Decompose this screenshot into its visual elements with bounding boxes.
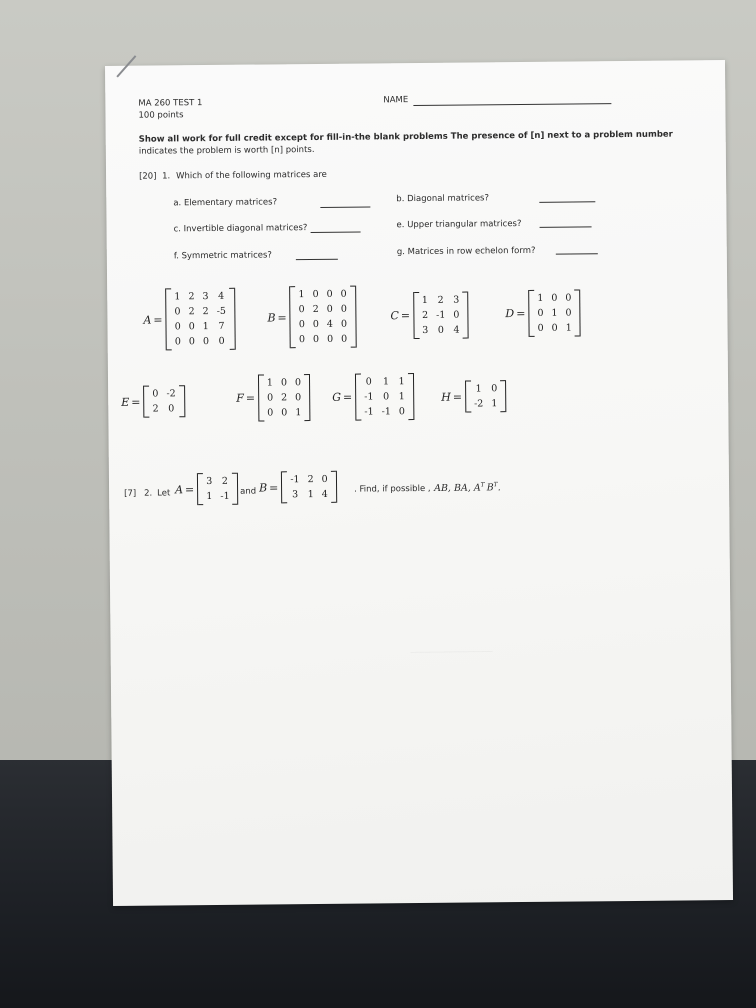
item-c-label: c. Invertible diagonal matrices? — [173, 223, 308, 235]
exam-paper — [105, 60, 733, 906]
matrix-grid — [143, 385, 185, 417]
matrix-cell: 0 — [398, 406, 405, 418]
matrix-grid — [197, 473, 239, 505]
matrix-cell: 0 — [537, 307, 544, 319]
item-g-label: g. Matrices in row echelon form? — [396, 245, 536, 258]
matrix-grid — [355, 373, 414, 421]
matrix-cell: 1 — [298, 289, 305, 301]
problem2-and: and — [240, 486, 257, 497]
problem2-let: Let — [157, 488, 171, 499]
matrix-cell: 0 — [294, 377, 302, 389]
item-c-blank[interactable] — [311, 232, 361, 233]
equals-sign: = — [245, 391, 256, 405]
item-b-label: b. Diagonal matrices? — [396, 193, 490, 205]
matrix-cell: 2 — [221, 475, 228, 487]
matrix-cell: 0 — [152, 388, 159, 400]
problem2-expression — [434, 481, 501, 494]
matrix-grid — [281, 471, 337, 504]
matrix-cell: 2 — [437, 294, 444, 306]
problem2-weight: [7] — [124, 488, 137, 499]
matrix-cell: 0 — [267, 407, 274, 419]
problem2-matrix-A — [175, 473, 239, 506]
equals-sign: = — [342, 390, 353, 404]
matrix-cell: 1 — [266, 377, 274, 389]
matrix-cell: 0 — [551, 322, 558, 334]
matrix-cell: 4 — [218, 290, 225, 302]
matrix-cell: 2 — [188, 291, 195, 303]
expr-end: . — [497, 482, 501, 494]
matrix-C — [390, 292, 468, 340]
item-f-blank[interactable] — [296, 259, 338, 260]
matrix-B — [267, 286, 356, 349]
expr-sup1: T — [480, 481, 485, 489]
matrix-cell: 0 — [280, 377, 288, 389]
equals-sign: = — [184, 482, 195, 496]
equals-sign: = — [400, 309, 411, 323]
problem2-matrix-B — [259, 471, 337, 504]
matrix-D — [505, 289, 581, 337]
item-g-blank[interactable] — [556, 253, 598, 254]
equals-sign: = — [452, 390, 463, 404]
matrix-cell: 0 — [326, 288, 333, 300]
equals-sign: = — [131, 395, 141, 409]
matrix-cell: 0 — [188, 336, 195, 348]
equals-sign: = — [516, 306, 526, 321]
matrix-cell: 1 — [421, 294, 429, 306]
problem1-prompt: Which of the following matrices are — [176, 169, 327, 182]
matrix-cell: 0 — [312, 333, 320, 346]
matrix-cell: 0 — [188, 321, 195, 333]
matrix-cell: 1 — [206, 490, 213, 503]
matrix-cell: 3 — [291, 489, 299, 501]
item-f-label: f. Symmetric matrices? — [173, 250, 272, 262]
matrix-cell: 0 — [437, 324, 444, 336]
matrix-A — [143, 288, 235, 351]
matrix-grid — [528, 289, 581, 336]
matrix-cell: 0 — [551, 292, 558, 304]
matrix-cell: 0 — [218, 335, 225, 347]
matrix-cell: 1 — [475, 383, 482, 395]
item-e-label: e. Upper triangular matrices? — [396, 219, 522, 231]
matrix-name: A — [143, 313, 152, 327]
matrix-cell: 1 — [491, 398, 498, 410]
item-a-label: a. Elementary matrices? — [173, 197, 278, 209]
matrix-cell: 0 — [312, 318, 319, 331]
matrix-cell: 0 — [321, 473, 328, 485]
matrix-cell: 4 — [326, 318, 333, 330]
matrix-cell: 0 — [298, 304, 305, 316]
equals-sign: = — [269, 480, 279, 494]
matrix-cell: 0 — [174, 321, 181, 333]
matrix-cell: -1 — [436, 309, 446, 321]
matrix-name: C — [390, 309, 399, 323]
matrix-cell: 1 — [398, 376, 405, 388]
staple — [116, 55, 136, 77]
expr-sup2: T — [493, 481, 498, 489]
matrix-grid — [465, 380, 507, 412]
matrix-cell: 3 — [453, 294, 460, 306]
matrix-cell: 0 — [565, 307, 572, 319]
matrix-cell: 0 — [340, 288, 347, 300]
equals-sign: = — [153, 312, 163, 327]
item-a-blank[interactable] — [320, 206, 370, 207]
matrix-cell: 0 — [491, 383, 498, 395]
matrix-cell: 7 — [218, 320, 225, 332]
matrix-cell: -1 — [364, 406, 374, 418]
matrix-cell: 0 — [267, 392, 274, 404]
instructions-line1: Show all work for full credit except for fill-in-the blank problems The presence of [n] next to a problem number — [138, 129, 673, 145]
matrix-cell: -2 — [474, 398, 484, 410]
problem2-find: . Find, if possible , — [354, 483, 431, 495]
matrix-cell: 2 — [188, 306, 195, 318]
expr-main: AB, BA, A — [434, 482, 481, 495]
matrix-cell: -5 — [216, 305, 226, 317]
matrix-cell: 0 — [174, 306, 181, 318]
matrix-cell: 3 — [202, 291, 209, 303]
matrix-cell: 0 — [174, 336, 181, 348]
equals-sign: = — [277, 310, 287, 324]
matrix-cell: 0 — [383, 391, 390, 403]
name-label: NAME — [383, 95, 409, 106]
bleed-through: ───────────────── — [410, 647, 493, 658]
matrix-cell: 0 — [365, 376, 372, 388]
matrix-H — [441, 380, 506, 413]
matrix-cell: 0 — [326, 303, 333, 315]
matrix-cell: 0 — [453, 309, 460, 321]
matrix-cell: 4 — [453, 324, 460, 336]
matrix-name: A — [175, 482, 184, 496]
matrix-cell: 0 — [340, 303, 347, 315]
problem1-number: 1. — [162, 171, 171, 182]
matrix-cell: 1 — [174, 291, 181, 303]
matrix-cell: 0 — [312, 288, 319, 301]
matrix-cell: 0 — [168, 403, 175, 415]
matrix-cell: 1 — [307, 489, 314, 501]
matrix-grid — [289, 286, 356, 349]
matrix-cell: 2 — [202, 306, 209, 318]
matrix-cell: 0 — [281, 407, 288, 419]
matrix-grid — [165, 288, 235, 351]
matrix-name: B — [267, 310, 276, 324]
matrix-cell: 3 — [206, 475, 213, 488]
matrix-cell: 1 — [565, 322, 572, 334]
matrix-name: H — [441, 390, 451, 404]
matrix-cell: -2 — [166, 388, 176, 400]
matrix-cell: 2 — [152, 403, 159, 415]
item-b-blank[interactable] — [539, 201, 595, 203]
item-e-blank[interactable] — [540, 226, 592, 227]
matrix-G — [332, 373, 414, 421]
matrix-E — [121, 385, 185, 418]
matrix-grid — [413, 292, 469, 340]
matrix-cell: 0 — [340, 318, 348, 330]
course-title: MA 260 TEST 1 — [138, 98, 203, 109]
matrix-cell: 0 — [537, 322, 544, 334]
matrix-cell: 0 — [326, 333, 334, 345]
matrix-name: F — [236, 391, 244, 405]
matrix-cell: 0 — [565, 292, 572, 304]
matrix-cell: 3 — [422, 324, 429, 336]
matrix-cell: 0 — [298, 334, 306, 346]
matrix-cell: 2 — [281, 392, 288, 404]
matrix-cell: -1 — [290, 474, 300, 486]
name-field[interactable] — [413, 103, 611, 106]
matrix-F — [236, 374, 310, 422]
matrix-cell: 2 — [312, 303, 319, 316]
matrix-cell: -1 — [381, 406, 391, 418]
matrix-name: G — [332, 390, 342, 404]
matrix-cell: 4 — [321, 488, 328, 500]
matrix-cell: 1 — [382, 376, 390, 388]
matrix-cell: 1 — [202, 321, 209, 333]
expr-b: B — [486, 482, 494, 494]
matrix-name: B — [258, 480, 268, 495]
matrix-name: E — [121, 395, 130, 409]
problem1-weight: [20] — [139, 171, 157, 182]
instructions-line2: indicates the problem is worth [n] points. — [138, 144, 315, 157]
matrix-cell: 2 — [421, 309, 429, 321]
matrix-name: D — [505, 307, 515, 321]
points-total: 100 points — [138, 110, 184, 121]
matrix-cell: 2 — [307, 474, 314, 486]
matrix-cell: 0 — [341, 333, 348, 345]
matrix-cell: 1 — [537, 292, 544, 304]
matrix-grid — [258, 374, 311, 421]
matrix-cell: -1 — [364, 391, 374, 403]
matrix-cell: 1 — [551, 307, 558, 319]
matrix-cell: 0 — [298, 319, 305, 331]
matrix-cell: 1 — [398, 391, 405, 403]
problem2-number: 2. — [144, 488, 153, 499]
matrix-cell: 1 — [295, 407, 302, 419]
matrix-cell: 0 — [202, 336, 210, 348]
matrix-cell: 0 — [295, 392, 302, 404]
matrix-cell: -1 — [220, 490, 230, 502]
